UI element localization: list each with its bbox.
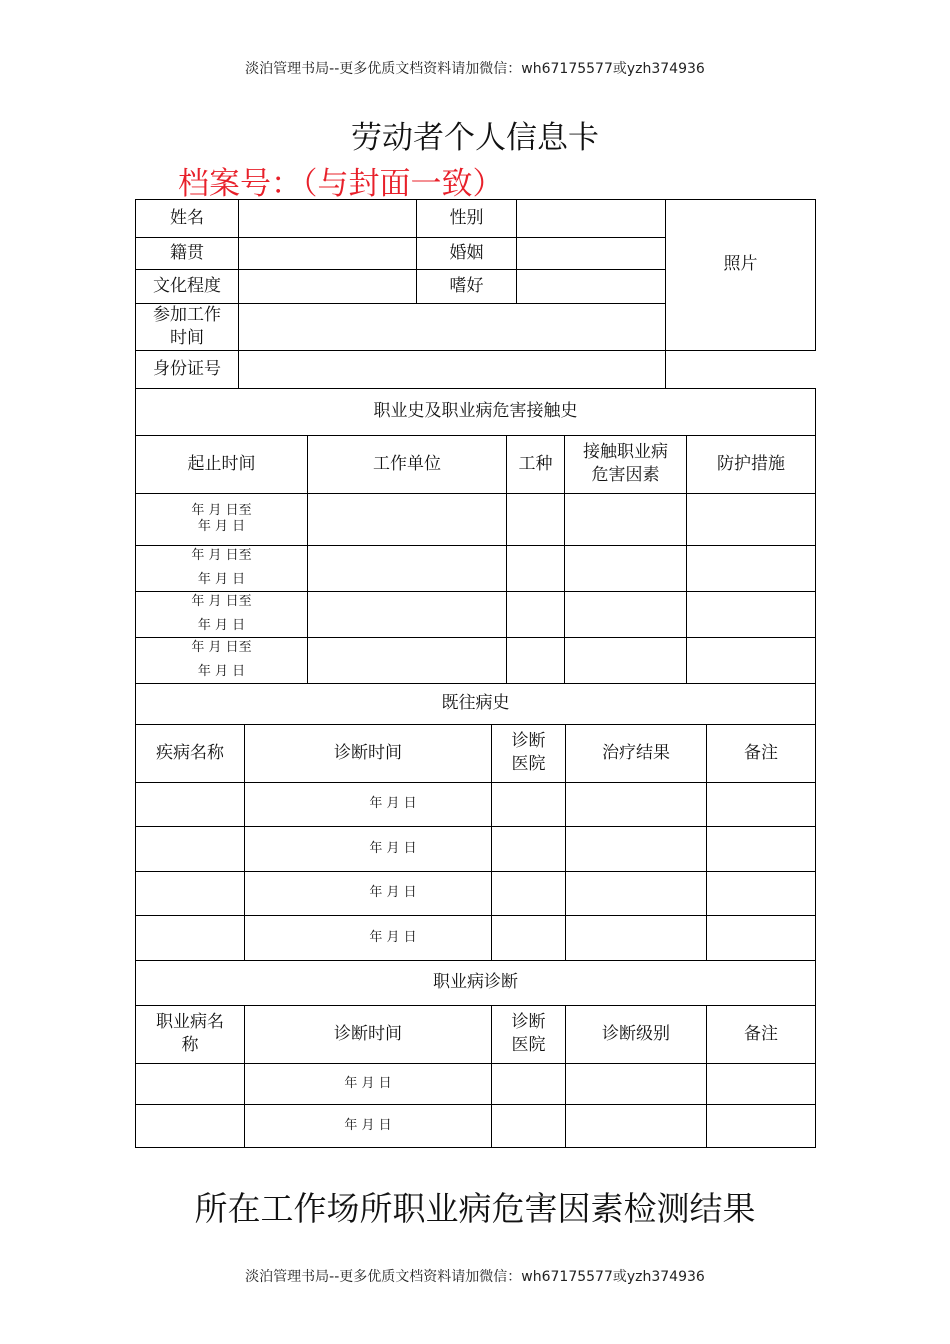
treatment-result-header: 治疗结果 <box>566 724 707 782</box>
table-row <box>136 545 816 591</box>
work-start-label: 参加工作 时间 <box>136 304 239 351</box>
period-cell[interactable]: 年 月 日至 年 月 日 <box>136 591 308 637</box>
remark-header: 备注 <box>707 1005 816 1063</box>
period-cell[interactable]: 年 月 日至 年 月 日 <box>136 493 308 545</box>
treatment-result-cell[interactable] <box>566 915 707 960</box>
job-type-cell[interactable] <box>507 493 565 545</box>
name-field[interactable] <box>239 200 417 238</box>
table-row <box>136 915 816 960</box>
photo-box[interactable]: 照片 <box>666 200 816 351</box>
period-cell[interactable]: 年 月 日至 年 月 日 <box>136 545 308 591</box>
diagnosis-hospital-cell[interactable] <box>492 782 566 826</box>
work-start-field[interactable] <box>239 304 666 351</box>
occupational-history-title: 职业史及职业病危害接触史 <box>136 388 816 435</box>
remark-cell[interactable] <box>707 871 816 915</box>
native-place-label: 籍贯 <box>136 238 239 270</box>
table-row <box>136 1104 816 1147</box>
occupational-disease-name-cell[interactable] <box>136 1063 245 1104</box>
table-row <box>136 782 816 826</box>
table-row <box>136 826 816 871</box>
work-unit-cell[interactable] <box>308 591 507 637</box>
treatment-result-cell[interactable] <box>566 871 707 915</box>
hazard-factor-cell[interactable] <box>565 591 687 637</box>
marriage-label: 婚姻 <box>417 238 517 270</box>
diagnosis-level-cell[interactable] <box>566 1063 707 1104</box>
remark-header: 备注 <box>707 724 816 782</box>
gender-field[interactable] <box>517 200 666 238</box>
occupational-disease-title: 职业病诊断 <box>136 960 816 1005</box>
footer-watermark: 淡泊管理书局--更多优质文档资料请加微信：wh67175577或yzh374936 <box>245 1269 705 1285</box>
header-watermark: 淡泊管理书局--更多优质文档资料请加微信：wh67175577或yzh374936 <box>245 61 705 77</box>
job-type-cell[interactable] <box>507 591 565 637</box>
remark-cell[interactable] <box>707 782 816 826</box>
hazard-factor-cell[interactable] <box>565 493 687 545</box>
gender-label: 性别 <box>417 200 517 238</box>
hazard-factor-cell[interactable] <box>565 637 687 683</box>
education-label: 文化程度 <box>136 270 239 304</box>
diagnosis-time-header: 诊断时间 <box>245 724 492 782</box>
hazard-factor-cell[interactable] <box>565 545 687 591</box>
work-unit-cell[interactable] <box>308 545 507 591</box>
job-type-cell[interactable] <box>507 637 565 683</box>
protection-cell[interactable] <box>687 493 816 545</box>
diagnosis-hospital-header: 诊断 医院 <box>492 724 566 782</box>
personal-info-table <box>135 199 816 389</box>
diagnosis-hospital-cell[interactable] <box>492 1063 566 1104</box>
remark-cell[interactable] <box>707 1063 816 1104</box>
remark-cell[interactable] <box>707 1104 816 1147</box>
hazard-factor-header: 接触职业病 危害因素 <box>565 435 687 493</box>
protection-cell[interactable] <box>687 591 816 637</box>
period-cell[interactable]: 年 月 日至 年 月 日 <box>136 637 308 683</box>
diagnosis-time-header: 诊断时间 <box>245 1005 492 1063</box>
id-number-field[interactable] <box>239 350 666 388</box>
work-unit-cell[interactable] <box>308 637 507 683</box>
treatment-result-cell[interactable] <box>566 826 707 871</box>
protection-cell[interactable] <box>687 637 816 683</box>
occupational-disease-name-header: 职业病名 称 <box>136 1005 245 1063</box>
medical-history-table <box>135 683 816 961</box>
medical-history-title: 既往病史 <box>136 683 816 724</box>
diagnosis-hospital-cell[interactable] <box>492 915 566 960</box>
occupational-disease-name-cell[interactable] <box>136 1104 245 1147</box>
period-header: 起止时间 <box>136 435 308 493</box>
diagnosis-time-cell[interactable]: 年 月 日 <box>245 782 492 826</box>
diagnosis-hospital-cell[interactable] <box>492 1104 566 1147</box>
diagnosis-level-header: 诊断级别 <box>566 1005 707 1063</box>
disease-name-cell[interactable] <box>136 782 245 826</box>
education-field[interactable] <box>239 270 417 304</box>
archive-number-label: 档案号：（与封面一致） <box>178 166 504 202</box>
disease-name-cell[interactable] <box>136 915 245 960</box>
info-card-form <box>135 199 815 1148</box>
remark-cell[interactable] <box>707 826 816 871</box>
diagnosis-time-cell[interactable]: 年 月 日 <box>245 1104 492 1147</box>
table-row <box>136 591 816 637</box>
table-row <box>136 1063 816 1104</box>
page-title: 劳动者个人信息卡 <box>351 120 599 156</box>
remark-cell[interactable] <box>707 915 816 960</box>
hobby-field[interactable] <box>517 270 666 304</box>
diagnosis-time-cell[interactable]: 年 月 日 <box>245 826 492 871</box>
table-row <box>136 871 816 915</box>
job-type-cell[interactable] <box>507 545 565 591</box>
job-type-header: 工种 <box>507 435 565 493</box>
protection-header: 防护措施 <box>687 435 816 493</box>
marriage-field[interactable] <box>517 238 666 270</box>
protection-cell[interactable] <box>687 545 816 591</box>
diagnosis-time-cell[interactable]: 年 月 日 <box>245 1063 492 1104</box>
disease-name-header: 疾病名称 <box>136 724 245 782</box>
occupational-history-table <box>135 388 816 684</box>
diagnosis-hospital-cell[interactable] <box>492 871 566 915</box>
diagnosis-time-cell[interactable]: 年 月 日 <box>245 871 492 915</box>
table-row <box>136 637 816 683</box>
disease-name-cell[interactable] <box>136 826 245 871</box>
hobby-label: 嗜好 <box>417 270 517 304</box>
workplace-test-results-title: 所在工作场所职业病危害因素检测结果 <box>194 1189 756 1228</box>
name-label: 姓名 <box>136 200 239 238</box>
work-unit-header: 工作单位 <box>308 435 507 493</box>
occupational-disease-table <box>135 960 816 1148</box>
table-row <box>136 493 816 545</box>
diagnosis-level-cell[interactable] <box>566 1104 707 1147</box>
diagnosis-time-cell[interactable]: 年 月 日 <box>245 915 492 960</box>
disease-name-cell[interactable] <box>136 871 245 915</box>
diagnosis-hospital-header: 诊断 医院 <box>492 1005 566 1063</box>
work-unit-cell[interactable] <box>308 493 507 545</box>
diagnosis-hospital-cell[interactable] <box>492 826 566 871</box>
treatment-result-cell[interactable] <box>566 782 707 826</box>
native-place-field[interactable] <box>239 238 417 270</box>
id-number-label: 身份证号 <box>136 350 239 388</box>
